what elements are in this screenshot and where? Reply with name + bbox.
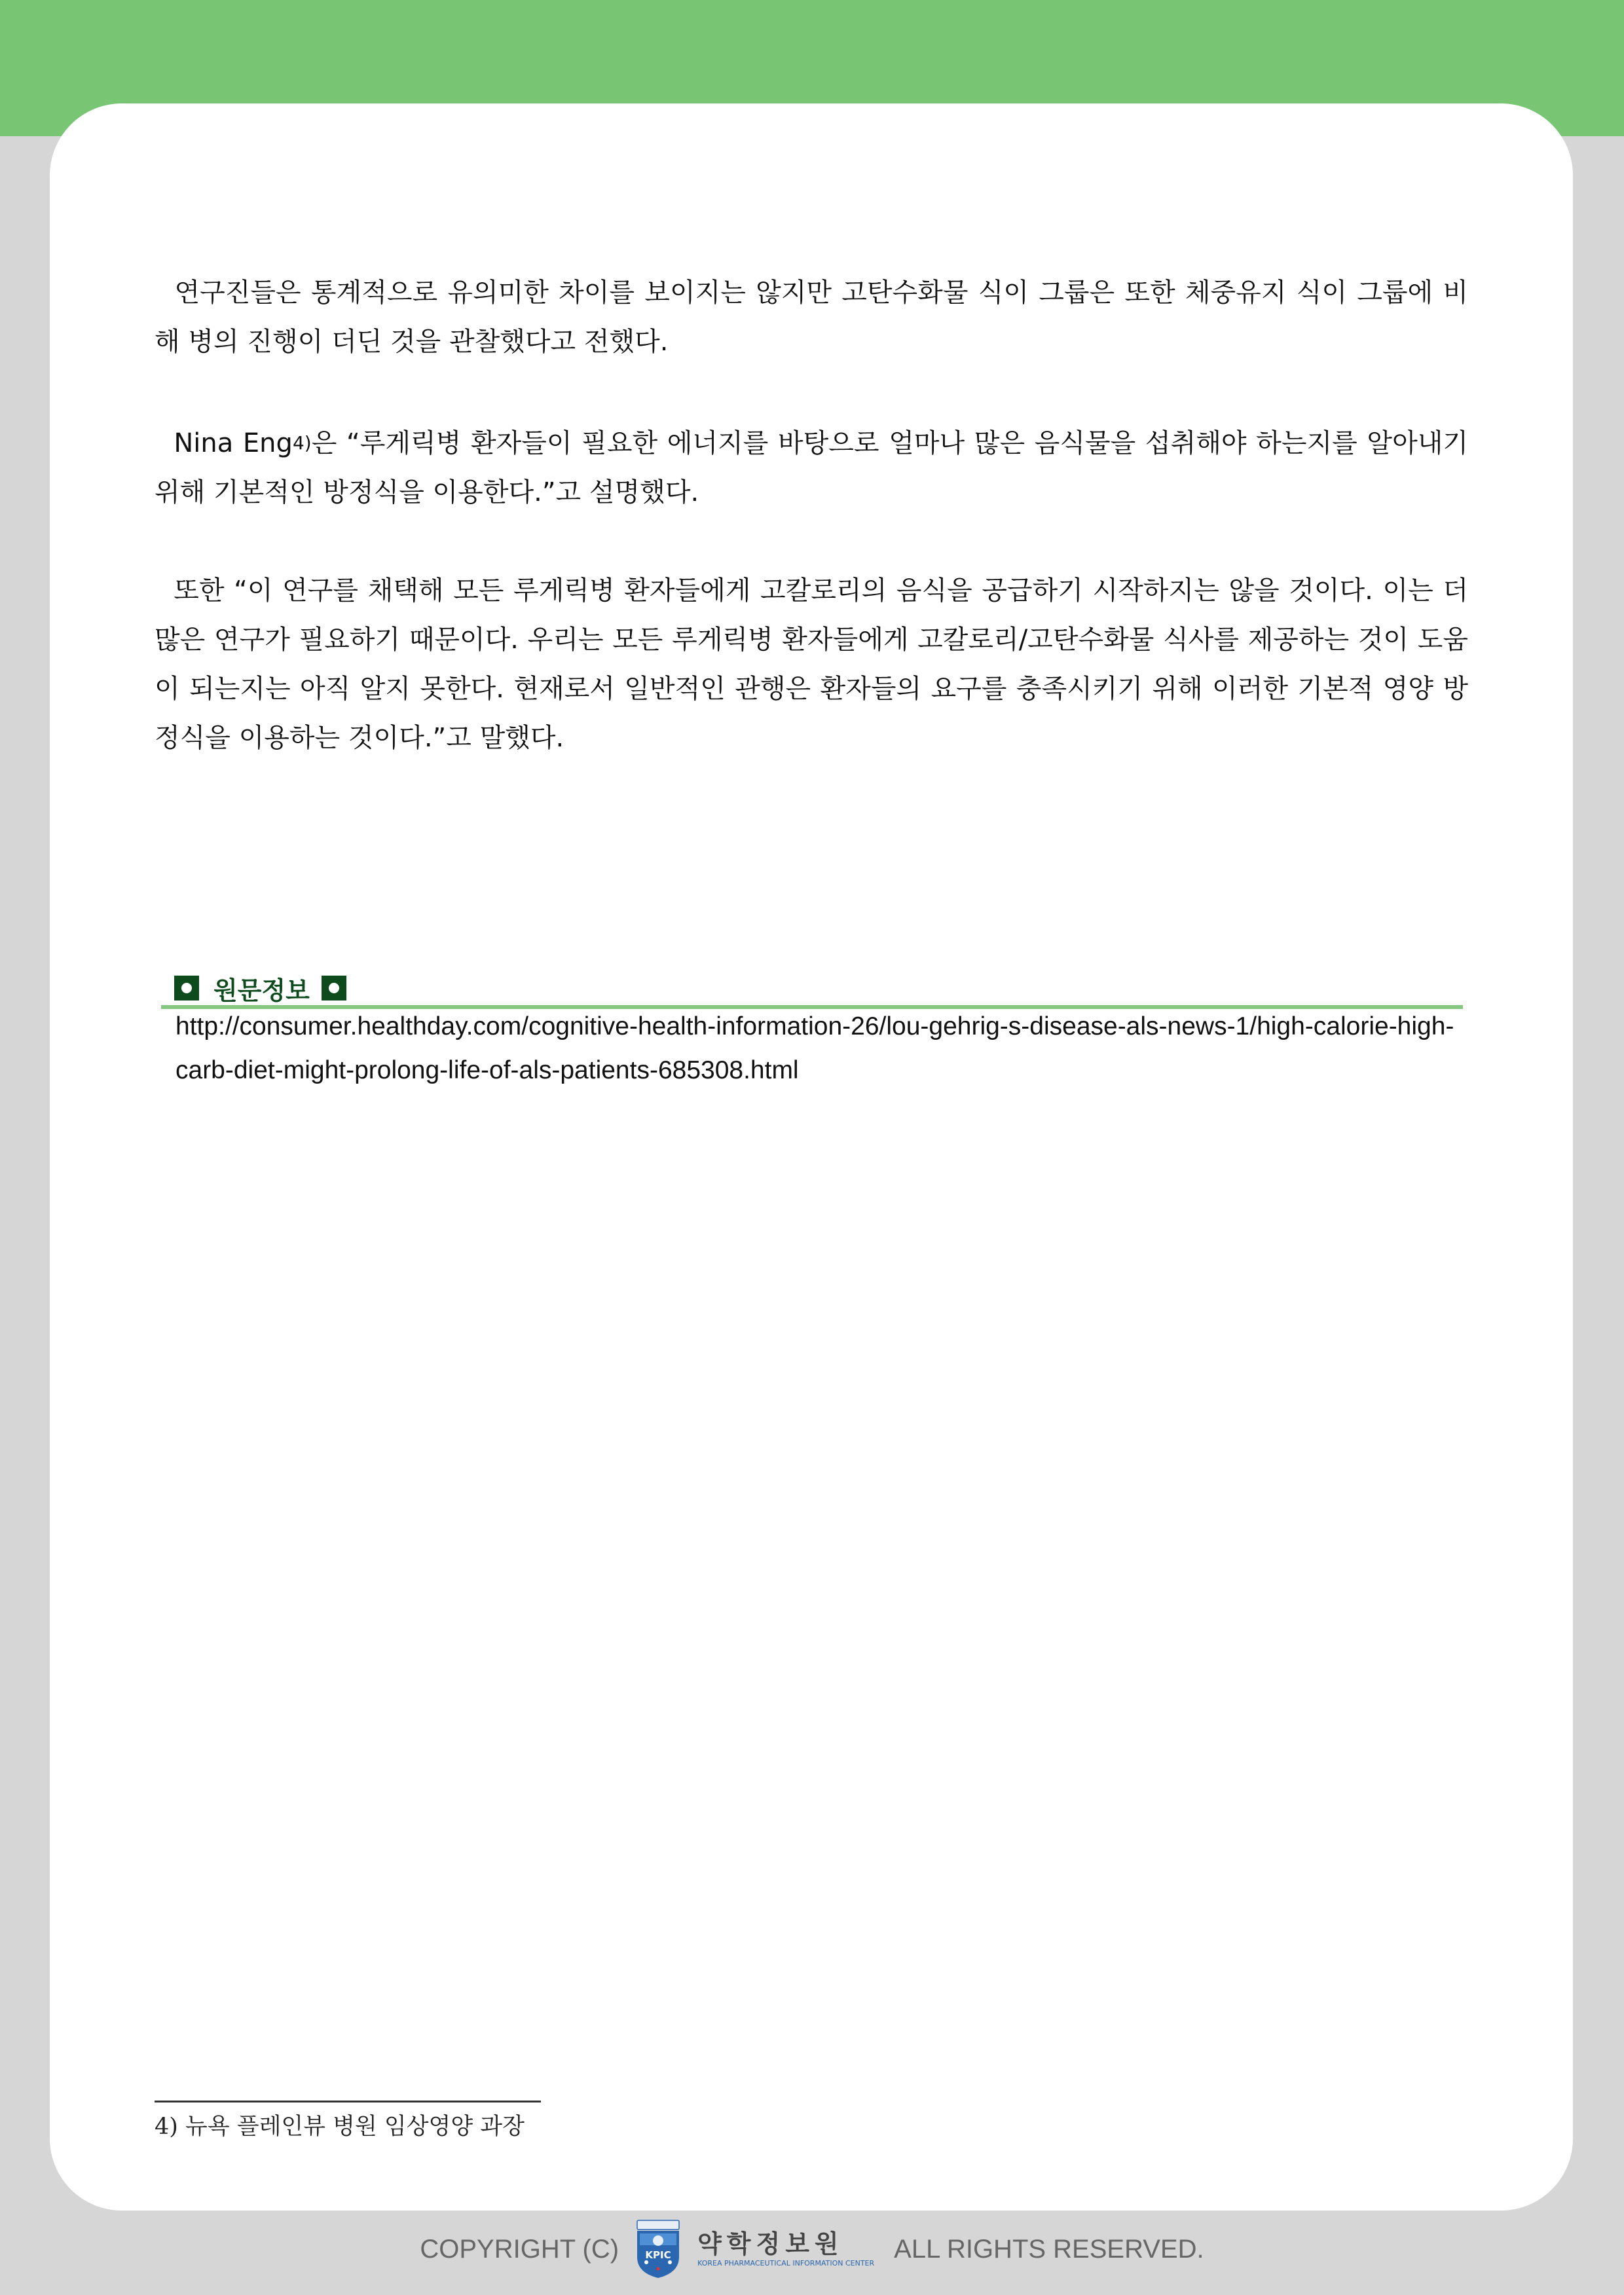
copyright-label: COPYRIGHT (C) <box>420 2234 619 2264</box>
source-info-header <box>174 973 346 1003</box>
footnote-divider <box>155 2101 541 2102</box>
speaker-name: Nina Eng <box>174 428 293 458</box>
paragraph-2 <box>155 419 1468 517</box>
source-info-title: 원문정보 <box>213 976 310 1005</box>
org-name-korean: 약학정보원 <box>697 2230 844 2258</box>
bullet-square-icon <box>322 976 346 1001</box>
org-name <box>697 2230 874 2269</box>
kpic-logo-icon <box>633 2219 683 2279</box>
footnote-4: 4) 뉴욕 플레인뷰 병원 임상영양 과장 <box>155 2114 525 2140</box>
footnote-reference[interactable]: 4) <box>292 432 312 454</box>
paragraph-1-text: 연구진들은 통계적으로 유의미한 차이를 보이지는 않지만 고탄수화물 식이 그룹은 또한 체중유지 식이 그룹에 비해 병의 진행이 더딘 것을 관찰했다고 전했다. <box>155 278 1469 357</box>
paragraph-2-text: 은 “루게릭병 환자들이 필요한 에너지를 바탕으로 얼마나 많은 음식물을 섭취해야 하는지를 알아내기 위해 기본적인 방정식을 이용한다.”고 설명했다. <box>155 428 1468 507</box>
source-url-link[interactable]: http://consumer.healthday.com/cognitive-health-information-26/lou-gehrig-s-disease-als-news-1/high-calorie-high-carb-diet-might-prolong-life-of-als-patients-685308.html <box>175 1012 1454 1084</box>
bullet-square-icon <box>174 976 199 1001</box>
copyright-footer <box>0 2226 1624 2272</box>
paragraph-1 <box>155 268 1468 367</box>
paragraph-3 <box>155 566 1468 763</box>
rights-label: ALL RIGHTS RESERVED. <box>894 2234 1204 2264</box>
kpic-logo-text: KPIC <box>645 2249 671 2261</box>
org-name-english: KOREA PHARMACEUTICAL INFORMATION CENTER <box>697 2259 875 2267</box>
paragraph-3-text: 또한 “이 연구를 채택해 모든 루게릭병 환자들에게 고칼로리의 음식을 공급하기 시작하지는 않을 것이다. 이는 더 많은 연구가 필요하기 때문이다. 우리는 모든 루게릭병 환자들에게 고칼로리/고탄수화물 식사를 제공하는 것이 도움이 되는지는 아직 알지 못한다. 현재로서 일반적인 관행은 환자들의 요구를 충족시키기 위해 이러한 기본적 영양 방정식을 이용하는 것이다.”고 말했다. <box>155 576 1468 753</box>
